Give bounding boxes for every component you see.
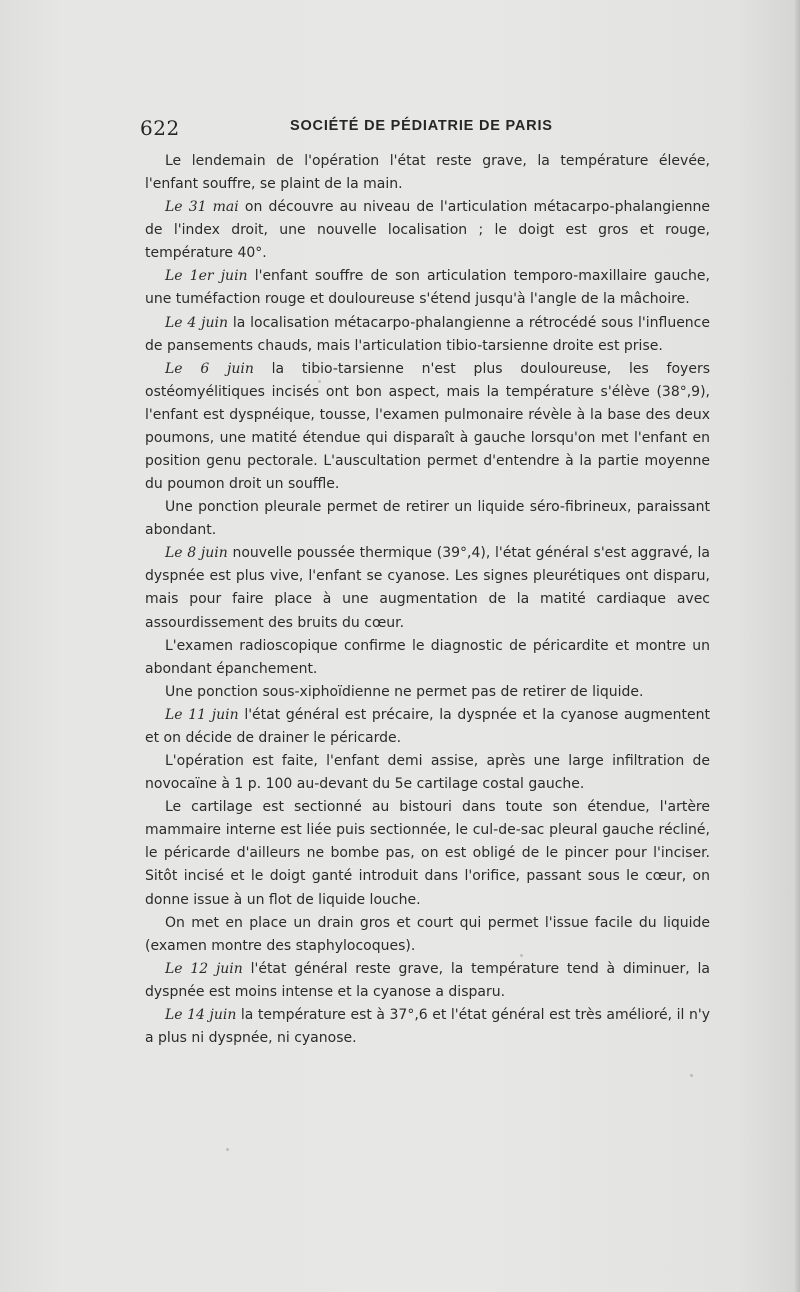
paragraph-text: l'enfant souffre de son articulation temporo-maxillaire gauche, une tuméfaction rouge et douloureuse s'étend jusqu'à l'angle de la mâchoire.: [145, 268, 710, 308]
paragraph: [145, 1004, 710, 1050]
entry-date: Le 31 mai: [165, 199, 239, 216]
paragraph-text: L'examen radioscopique confirme le diagnostic de péricardite et montre un abondant épanchement.: [145, 637, 710, 677]
paragraph-text: On met en place un drain gros et court qui permet l'issue facile du liquide (examen montre des staphylocoques).: [145, 914, 710, 954]
entry-date: Le 11 juin: [165, 706, 239, 723]
page-header: [140, 112, 710, 142]
paper-speck: [318, 380, 321, 383]
paragraph-text: la tibio-tarsienne n'est plus douloureuse, les foyers ostéomyélitiques incisés ont bon aspect, mais la température s'élève (38°,9), l'enfant est dyspnéique, tousse, l'examen pulmonaire révèle à la base des deux poumons, une matité étendue qui disparaît à gauche lorsqu'on met l'enfant en position genu pectorale. L'auscultation permet d'entendre à la partie moyenne du poumon droit un souffle.: [145, 360, 710, 493]
paragraph-text: la localisation métacarpo-phalangienne a rétrocédé sous l'influence de pansements chauds, mais l'articulation tibio-tarsienne droite est prise.: [145, 314, 710, 354]
entry-date: Le 14 juin: [165, 1006, 237, 1023]
paragraph: [145, 150, 710, 196]
paragraph: [145, 750, 710, 796]
entry-date: Le 8 juin: [165, 545, 228, 562]
paragraph-text: on découvre au niveau de l'articulation métacarpo-phalangienne de l'index droit, une nouvelle localisation ; le doigt est gros et rouge, température 40°.: [145, 199, 710, 262]
paragraph: [145, 681, 710, 704]
paragraph: [145, 912, 710, 958]
paragraph: [145, 542, 710, 634]
paragraph: [145, 958, 710, 1004]
paragraph-text: l'état général est précaire, la dyspnée et la cyanose augmentent et on décide de drainer le péricarde.: [145, 706, 710, 746]
paragraph: [145, 635, 710, 681]
page-number: 622: [140, 116, 180, 140]
paper-speck: [520, 954, 523, 957]
paragraph: [145, 796, 710, 911]
paragraph: [145, 265, 710, 311]
paragraph: [145, 312, 710, 358]
page-edge-shadow: [794, 0, 800, 1292]
paragraph-text: L'opération est faite, l'enfant demi assise, après une large infiltration de novocaïne à 1 p. 100 au-devant du 5e cartilage costal gauche.: [145, 753, 710, 793]
entry-date: Le 1er juin: [165, 268, 248, 285]
paragraph-text: l'état général reste grave, la température tend à diminuer, la dyspnée est moins intense et la cyanose a disparu.: [145, 960, 710, 1000]
paragraph: [145, 196, 710, 265]
paragraph: [145, 704, 710, 750]
entry-date: Le 12 juin: [165, 960, 243, 977]
entry-date: Le 4 juin: [165, 314, 228, 331]
paragraph-text: Le lendemain de l'opération l'état reste grave, la température élevée, l'enfant souffre, se plaint de la main.: [145, 153, 710, 193]
paragraph-text: la température est à 37°,6 et l'état général est très amélioré, il n'y a plus ni dyspnée, ni cyanose.: [145, 1006, 710, 1046]
paragraph-text: Le cartilage est sectionné au bistouri dans toute son étendue, l'artère mammaire interne est liée puis sectionnée, le cul-de-sac pleural gauche récliné, le péricarde d'ailleurs ne bombe pas, on est obligé de le pincer pour l'inciser. Sitôt incisé et le doigt ganté introduit dans l'orifice, passant sous le cœur, on donne issue à un flot de liquide louche.: [145, 799, 710, 908]
paper-speck: [226, 1148, 229, 1151]
paragraph: [145, 358, 710, 496]
running-head: SOCIÉTÉ DE PÉDIATRIE DE PARIS: [290, 118, 553, 134]
body-text: [145, 150, 710, 1050]
paper-speck: [690, 1074, 693, 1077]
paragraph-text: Une ponction pleurale permet de retirer un liquide séro-fibrineux, paraissant abondant.: [145, 499, 710, 539]
paragraph: [145, 496, 710, 542]
paragraph-text: Une ponction sous-xiphoïdienne ne permet pas de retirer de liquide.: [165, 683, 644, 700]
paragraph-text: nouvelle poussée thermique (39°,4), l'état général s'est aggravé, la dyspnée est plus vive, l'enfant se cyanose. Les signes pleurétiques ont disparu, mais pour faire place à une augmentation de la matité cardiaque avec assourdissement des bruits du cœur.: [145, 545, 710, 631]
entry-date: Le 6 juin: [165, 360, 254, 377]
